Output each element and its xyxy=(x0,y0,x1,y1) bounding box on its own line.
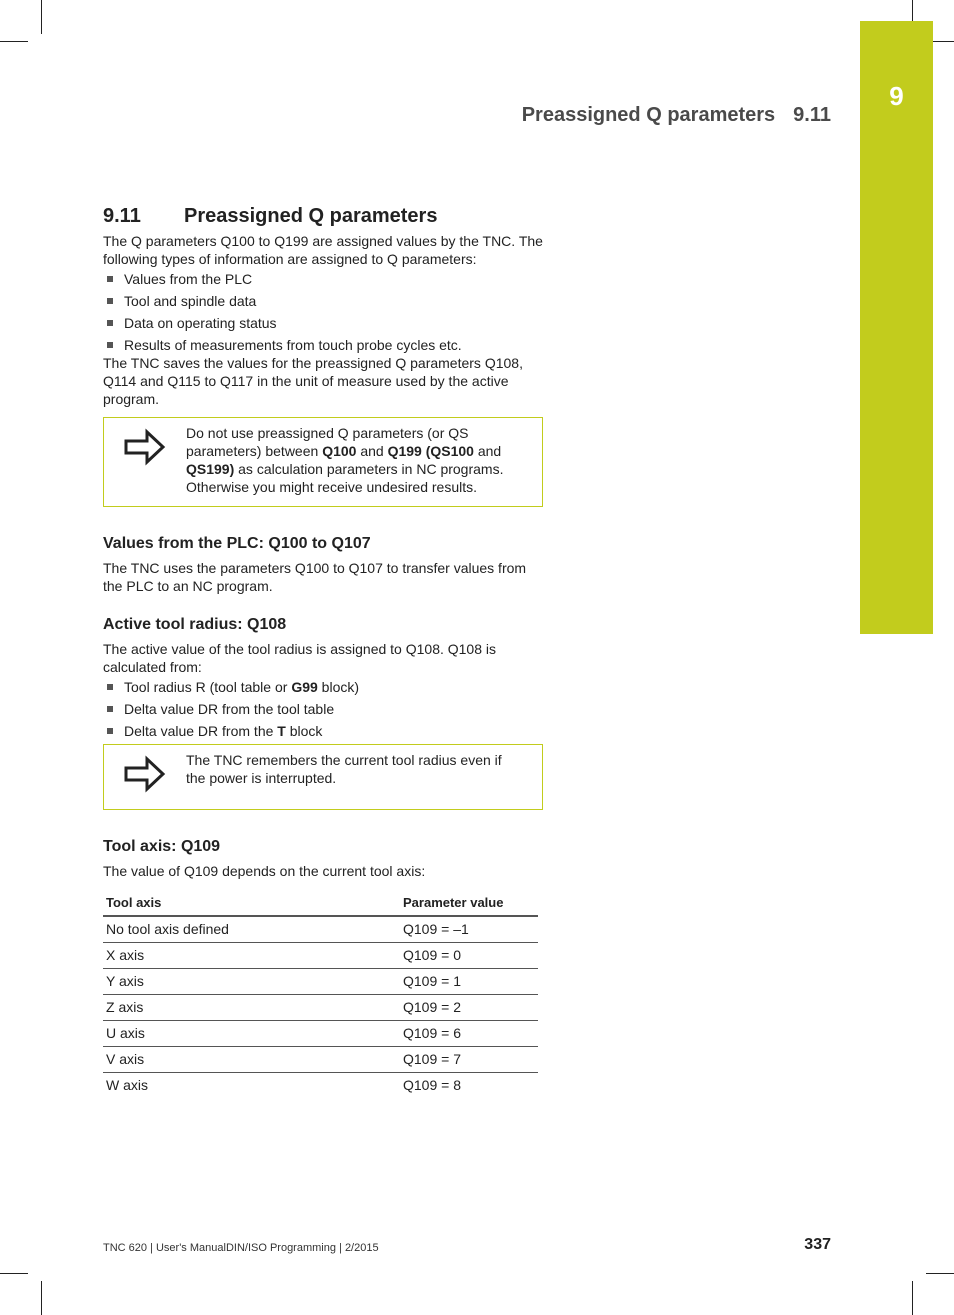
axis-heading: Tool axis: Q109 xyxy=(103,838,221,855)
crop-mark xyxy=(912,1281,913,1315)
list-item-text: Results of measurements from touch probe cycles etc. xyxy=(124,337,462,353)
note-text-part: as calculation parameters in NC programs. Otherwise you might receive undesired results. xyxy=(186,461,504,495)
table-cell: Q109 = 0 xyxy=(400,943,538,969)
column-header: Parameter value xyxy=(400,888,538,916)
list-item-bold: T xyxy=(277,723,286,739)
column-header: Tool axis xyxy=(103,888,400,916)
list-item-text: Delta value DR from the tool table xyxy=(124,701,335,717)
chapter-tab xyxy=(860,21,933,634)
section-number: 9.11 xyxy=(103,205,141,227)
crop-mark xyxy=(912,0,913,22)
crop-mark xyxy=(926,1273,954,1274)
table-row xyxy=(103,943,538,969)
table-cell: W axis xyxy=(106,1077,148,1093)
radius-list xyxy=(103,678,543,740)
bullet-icon xyxy=(107,342,113,348)
running-head xyxy=(522,104,831,127)
bullet-icon xyxy=(107,298,113,304)
table-cell: Q109 = 2 xyxy=(400,995,538,1021)
chapter-number: 9 xyxy=(889,81,904,111)
list-item-text: block xyxy=(285,723,323,739)
tool-axis-table xyxy=(103,888,538,1098)
arrow-right-icon xyxy=(104,418,186,506)
section-heading xyxy=(103,205,543,228)
list-item xyxy=(103,678,543,696)
plc-paragraph: The TNC uses the parameters Q100 to Q107 to transfer values from the PLC to an NC program. xyxy=(103,560,527,594)
arrow-right-icon xyxy=(104,745,186,809)
bullet-icon xyxy=(107,706,113,712)
bullet-icon xyxy=(107,320,113,326)
running-head-number: 9.11 xyxy=(793,104,831,126)
list-item-text: Tool radius R (tool table or xyxy=(124,679,292,695)
plc-heading: Values from the PLC: Q100 to Q107 xyxy=(103,535,371,552)
list-item-text: Delta value DR from the xyxy=(124,723,278,739)
note-bold-term: QS199) xyxy=(186,461,235,477)
footer-text: TNC 620 | User's ManualDIN/ISO Programming | 2/2015 xyxy=(103,1242,379,1254)
table-cell: Z axis xyxy=(103,995,400,1021)
table-cell: V axis xyxy=(103,1047,400,1073)
list-item xyxy=(103,292,543,310)
list-item xyxy=(103,722,543,740)
note-text-part: and xyxy=(356,443,388,459)
list-item-text: block) xyxy=(317,679,360,695)
radius-heading: Active tool radius: Q108 xyxy=(103,616,287,633)
intro-paragraph: The Q parameters Q100 to Q199 are assigned values by the TNC. The following types of information are assigned to Q parameters: xyxy=(103,233,543,267)
crop-mark xyxy=(41,0,42,34)
note-bold-term: Q199 (QS100 xyxy=(387,443,474,459)
radius-paragraph: The active value of the tool radius is assigned to Q108. Q108 is calculated from: xyxy=(103,641,497,675)
note-text: The TNC remembers the current tool radius even if the power is interrupted. xyxy=(186,752,502,786)
axis-paragraph: The value of Q109 depends on the current tool axis: xyxy=(103,863,426,879)
table-header-row xyxy=(103,888,538,916)
list-item-text: Tool and spindle data xyxy=(124,293,257,309)
table-row xyxy=(103,1073,538,1099)
bullet-icon xyxy=(107,276,113,282)
table-row xyxy=(103,1047,538,1073)
table-cell: X axis xyxy=(103,943,400,969)
note-box xyxy=(103,417,543,507)
section-title: Preassigned Q parameters xyxy=(184,205,438,227)
note-text-part: Do not use preassigned Q parameters (or QS parameters) between xyxy=(186,425,469,459)
list-item-text: Data on operating status xyxy=(124,315,277,331)
main-content xyxy=(103,205,543,1098)
table-cell: Q109 = 1 xyxy=(400,969,538,995)
list-item xyxy=(103,700,543,718)
table-cell: Q109 = 6 xyxy=(400,1021,538,1047)
list-item xyxy=(103,270,543,288)
note-box xyxy=(103,744,543,810)
table-cell: Q109 = 7 xyxy=(400,1047,538,1073)
table-cell: Y axis xyxy=(103,969,400,995)
table-row xyxy=(103,995,538,1021)
intro-list xyxy=(103,270,543,354)
list-item-text: Values from the PLC xyxy=(124,271,253,287)
table-cell: U axis xyxy=(103,1021,400,1047)
note-text xyxy=(186,418,542,506)
note-bold-term: Q100 xyxy=(322,443,357,459)
note-text-part: and xyxy=(473,443,502,459)
list-item-bold: G99 xyxy=(291,679,318,695)
table-cell: Q109 = –1 xyxy=(400,916,538,943)
bullet-icon xyxy=(107,684,113,690)
table-row xyxy=(103,916,538,943)
table-cell: Q109 = 8 xyxy=(403,1077,461,1093)
list-item xyxy=(103,336,543,354)
page-number: 337 xyxy=(804,1236,831,1253)
table-row xyxy=(103,1021,538,1047)
table-cell: No tool axis defined xyxy=(103,916,400,943)
crop-mark xyxy=(0,41,28,42)
crop-mark xyxy=(0,1273,28,1274)
crop-mark xyxy=(41,1281,42,1315)
table-row xyxy=(103,969,538,995)
bullet-icon xyxy=(107,728,113,734)
list-item xyxy=(103,314,543,332)
intro-after-paragraph: The TNC saves the values for the preassigned Q parameters Q108, Q114 and Q115 to Q117 in the unit of measure used by the active program. xyxy=(103,355,523,407)
running-head-title: Preassigned Q parameters xyxy=(521,104,776,126)
